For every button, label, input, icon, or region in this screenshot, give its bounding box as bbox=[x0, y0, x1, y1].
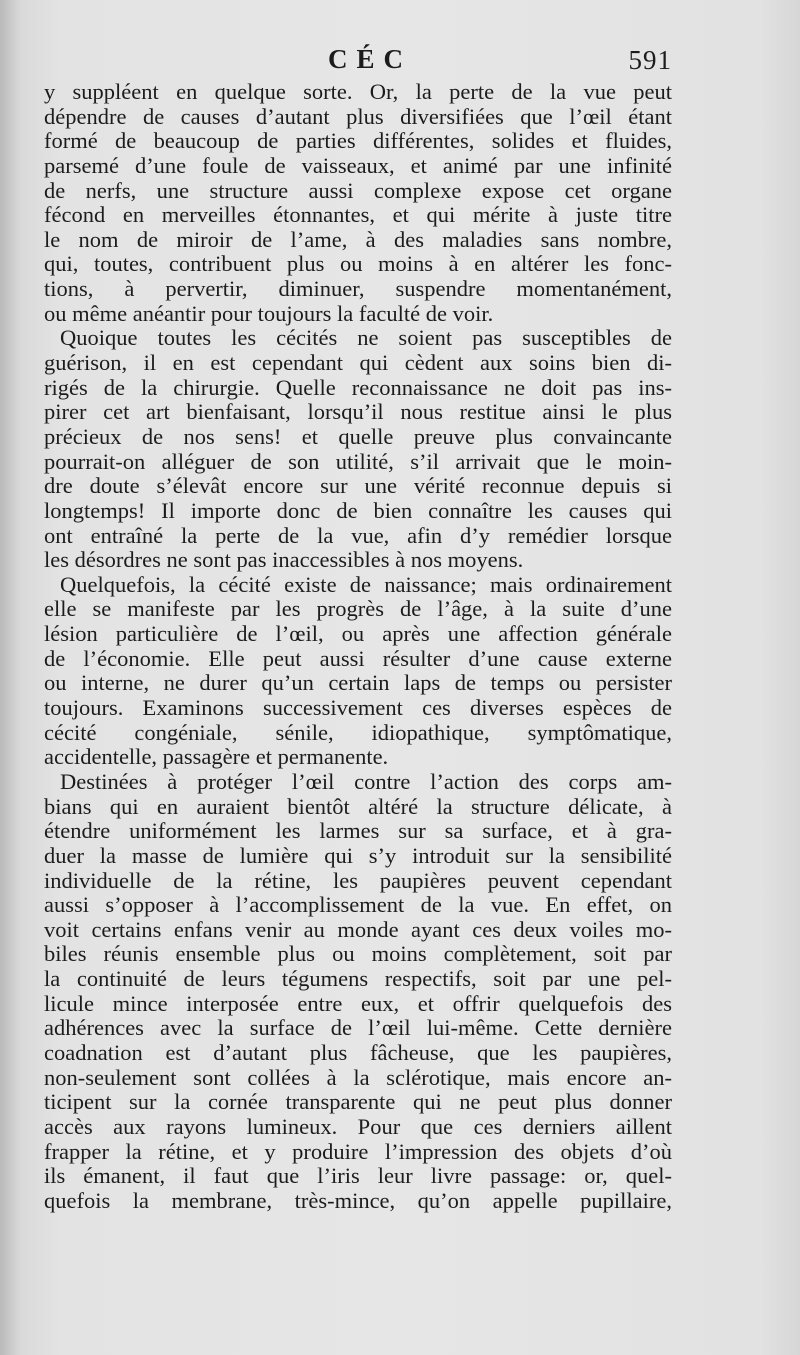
text-line: coadnation est d’autant plus fâcheuse, que les paupières, bbox=[44, 1040, 672, 1065]
text-line: ticipent sur la cornée transparente qui ne peut plus donner bbox=[44, 1090, 672, 1115]
text-line: de nerfs, une structure aussi complexe expose cet organe bbox=[44, 178, 672, 203]
text-line: Destinées à protéger l’œil contre l’action des corps am- bbox=[60, 769, 672, 794]
text-line: ou interne, ne durer qu’un certain laps de temps ou persister bbox=[44, 671, 672, 696]
text-line: pirer cet art bienfaisant, lorsqu’il nous restitue ainsi le plus bbox=[44, 400, 672, 425]
text-line: y suppléent en quelque sorte. Or, la perte de la vue peut bbox=[44, 80, 672, 104]
text-line: ils émanent, il faut que l’iris leur livre passage: or, quel- bbox=[44, 1164, 672, 1189]
text-line: adhérences avec la surface de l’œil lui-même. Cette dernière bbox=[44, 1016, 672, 1041]
text-line: guérison, il en est cependant qui cèdent aux soins bien di- bbox=[44, 351, 672, 376]
text-line: accidentelle, passagère et permanente. bbox=[44, 745, 389, 770]
text-line: non-seulement sont collées à la sclérotique, mais encore an- bbox=[44, 1065, 672, 1090]
page-number: 591 bbox=[628, 45, 672, 75]
text-line: licule mince interposée entre eux, et offrir quelquefois des bbox=[44, 991, 672, 1016]
text-line: cécité congéniale, sénile, idiopathique, symptômatique, bbox=[44, 720, 672, 745]
text-line: parsemé d’une foule de vaisseaux, et animé par une infinité bbox=[44, 153, 672, 178]
text-line: tions, à pervertir, diminuer, suspendre momentanément, bbox=[44, 277, 672, 302]
text-line: Quelquefois, la cécité existe de naissance; mais ordinairement bbox=[60, 572, 672, 597]
text-line: dépendre de causes d’autant plus diversifiées que l’œil étant bbox=[44, 104, 672, 129]
text-line: rigés de la chirurgie. Quelle reconnaissance ne doit pas ins- bbox=[44, 375, 672, 400]
text-line: qui, toutes, contribuent plus ou moins à en altérer les fonc- bbox=[44, 252, 672, 277]
text-line: le nom de miroir de l’ame, à des maladies sans nombre, bbox=[44, 227, 672, 252]
text-line: frapper la rétine, et y produire l’impression des objets d’où bbox=[44, 1139, 672, 1164]
text-line: individuelle de la rétine, les paupières peuvent cependant bbox=[44, 868, 672, 893]
text-line: les désordres ne sont pas inaccessibles à nos moyens. bbox=[44, 548, 524, 573]
text-line: Quoique toutes les cécités ne soient pas susceptibles de bbox=[60, 326, 672, 351]
text-line: voit certains enfans venir au monde ayant ces deux voiles mo- bbox=[44, 917, 672, 942]
text-line: toujours. Examinons successivement ces diverses espèces de bbox=[44, 696, 672, 721]
text-line: aussi s’opposer à l’accomplissement de la vue. En effet, on bbox=[44, 893, 672, 918]
text-line: fécond en merveilles étonnantes, et qui mérite à juste titre bbox=[44, 203, 672, 228]
text-line: pourrait-on alléguer de son utilité, s’il arrivait que le moin- bbox=[44, 449, 672, 474]
text-line: formé de beaucoup de parties différentes, solides et fluides, bbox=[44, 129, 672, 154]
text-line: biles réunis ensemble plus ou moins complètement, soit par bbox=[44, 942, 672, 967]
text-line: elle se manifeste par les progrès de l’âge, à la suite d’une bbox=[44, 597, 672, 622]
text-line: dre doute s’élevât encore sur une vérité reconnue depuis si bbox=[44, 474, 672, 499]
text-line: longtemps! Il importe donc de bien connaître les causes qui bbox=[44, 498, 672, 523]
text-line: de l’économie. Elle peut aussi résulter d’une cause externe bbox=[44, 646, 672, 671]
text-line: bians qui en auraient bientôt altéré la structure délicate, à bbox=[44, 794, 672, 819]
text-line: lésion particulière de l’œil, ou après une affection générale bbox=[44, 622, 672, 647]
page-header bbox=[44, 44, 672, 80]
text-line: ont entraîné la perte de la vue, afin d’y remédier lorsque bbox=[44, 523, 672, 548]
text-line: ou même anéantir pour toujours la faculté de voir. bbox=[44, 301, 494, 326]
text-line: précieux de nos sens! et quelle preuve plus convaincante bbox=[44, 424, 672, 449]
text-line: accès aux rayons lumineux. Pour que ces derniers aillent bbox=[44, 1114, 672, 1139]
text-line: quefois la membrane, très-mince, qu’on appelle pupillaire, bbox=[44, 1188, 672, 1213]
body-text bbox=[44, 80, 672, 1213]
running-head: CÉC bbox=[328, 44, 413, 74]
text-line: la continuité de leurs tégumens respectifs, soit par une pel- bbox=[44, 967, 672, 992]
text-line: duer la masse de lumière qui s’y introduit sur la sensibilité bbox=[44, 843, 672, 868]
text-line: étendre uniformément les larmes sur sa surface, et à gra- bbox=[44, 819, 672, 844]
